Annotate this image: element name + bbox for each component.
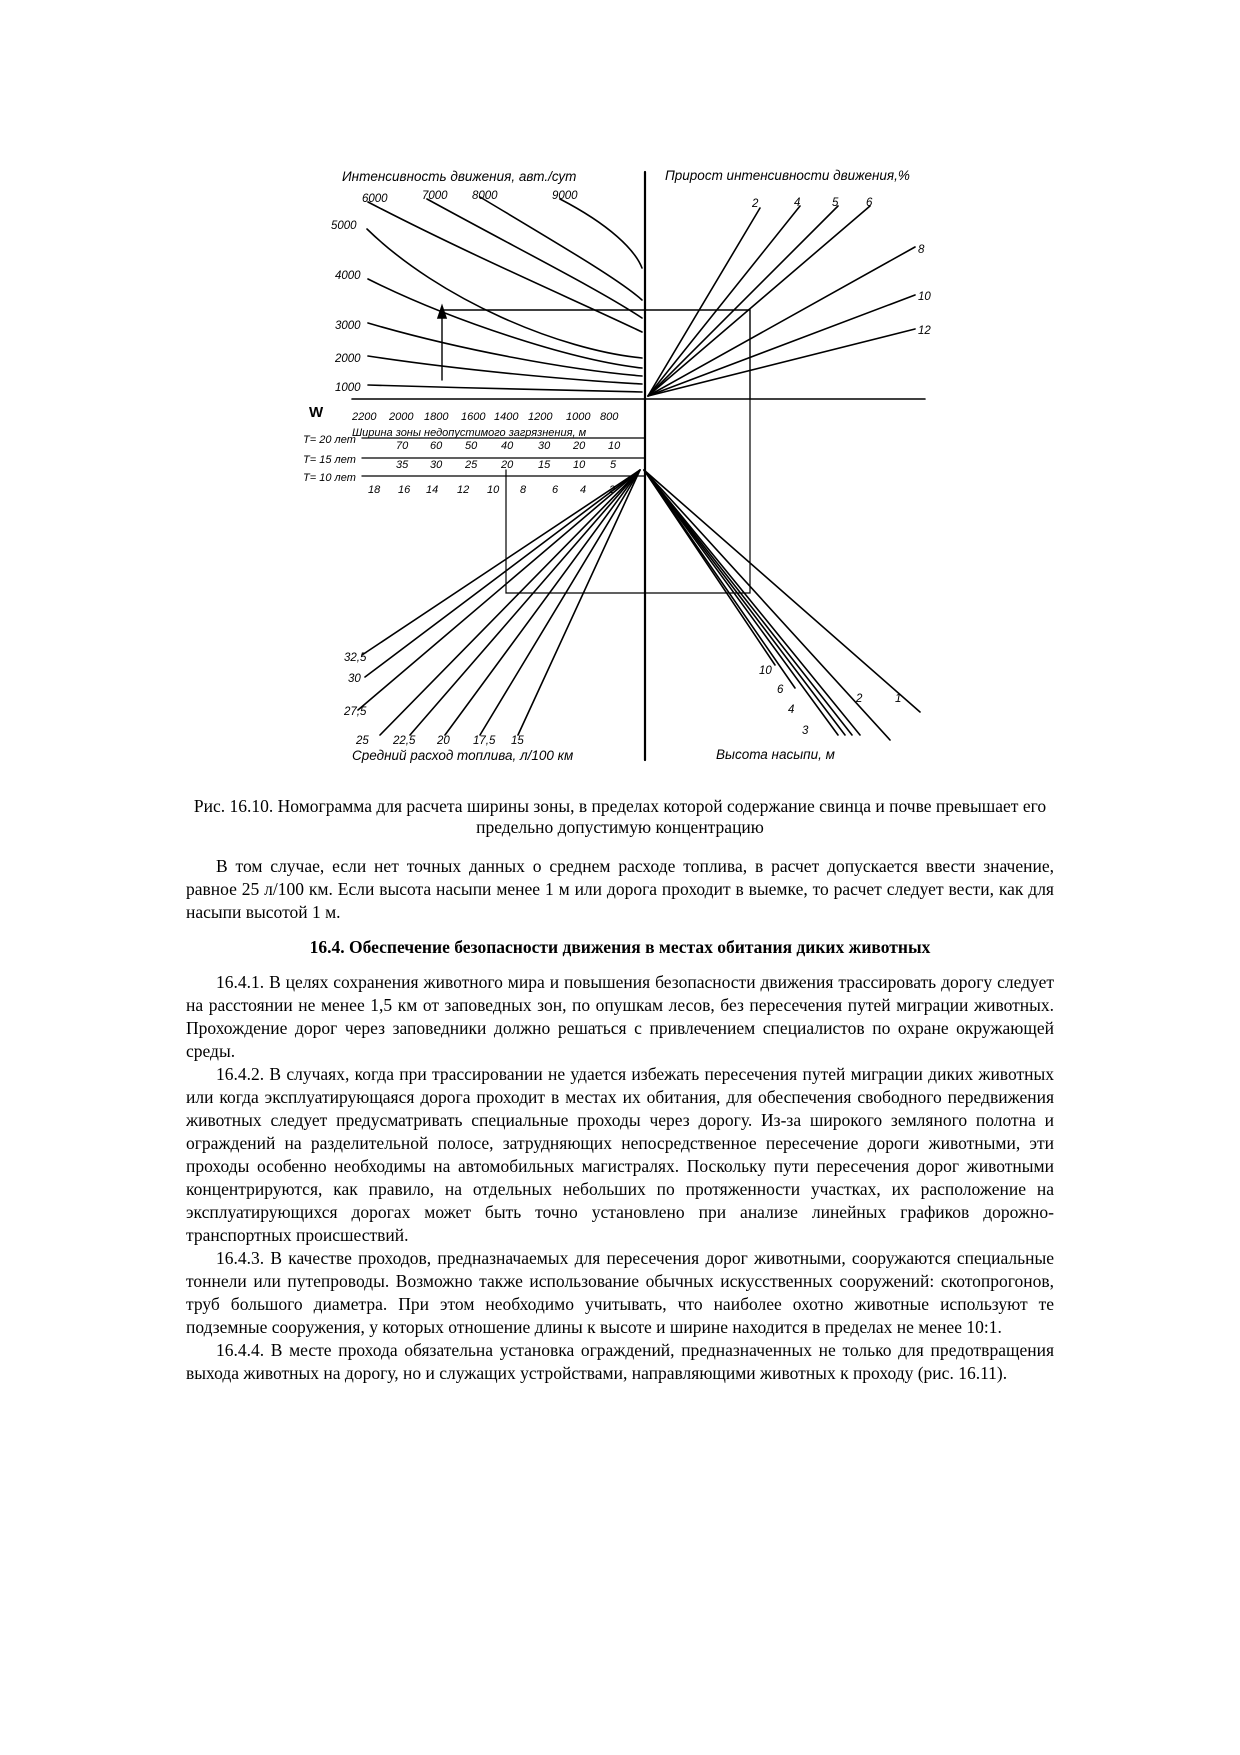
- intensity-curve: [368, 356, 642, 384]
- height-label: 10: [759, 665, 772, 677]
- growth-ray: [648, 208, 760, 396]
- intensity-curve: [480, 197, 642, 300]
- period-tick: 2: [609, 484, 616, 496]
- period-tick: 5: [610, 459, 617, 471]
- period-tick: 8: [520, 484, 527, 496]
- height-ray: [644, 470, 852, 735]
- fuel-ray: [358, 470, 640, 710]
- period-tick: 50: [465, 440, 478, 452]
- body-paragraph: 16.4.2. В случаях, когда при трассировании не удается избежать пересечения путей миграции диких животных или когда эксплуатирующаяся дорога проходит в местах их обитания, для обеспечения свободного передвижения животных следует предусматривать специальные проходы через дорогу. Из-за широкого земляного полотна и ограждений на разделительной полосе, затрудняющих непосредственное пересечение дороги животными, эти проходы особенно необходимы на автомобильных магистралях. Поскольку пути пересечения дорог животными концентрируются, как правило, на отдельных небольших по протяженности участках, их расположение на эксплуатирующихся дорогах может быть точно установлено при анализе линейных графиков дорожно-транспортных происшествий.: [186, 1064, 1054, 1245]
- period-tick: 20: [573, 440, 586, 452]
- period-tick: 25: [465, 459, 478, 471]
- reading-path-line: [442, 310, 750, 399]
- fuel-axis-title: Средний расход топлива, л/100 км: [352, 748, 574, 763]
- fuel-ray: [480, 470, 640, 735]
- intensity-label: 3000: [335, 320, 361, 332]
- width-axis-title: Ширина зоны недопустимого загрязнения, м: [352, 427, 587, 439]
- section-heading: 16.4. Обеспечение безопасности движения в местах обитания диких животных: [309, 937, 931, 957]
- period-tick: 30: [538, 440, 551, 452]
- intensity-curve: [560, 199, 642, 268]
- fuel-label: 27,5: [344, 706, 367, 718]
- period-label: T= 20 лет: [303, 434, 356, 446]
- fuel-label: 32,5: [344, 652, 367, 664]
- intensity-label: 6000: [362, 193, 388, 205]
- fuel-ray: [445, 470, 640, 735]
- intensity-curve: [368, 202, 642, 332]
- growth-label: 12: [918, 325, 931, 337]
- intensity-label: 4000: [335, 270, 361, 282]
- height-ray: [644, 470, 845, 735]
- fuel-label: 17,5: [473, 735, 496, 747]
- fuel-ray: [410, 470, 640, 735]
- growth-label: 5: [832, 197, 839, 209]
- growth-label: 4: [794, 197, 801, 209]
- width-tick: 1200: [528, 411, 553, 423]
- intensity-curve: [427, 199, 642, 318]
- height-ray: [644, 470, 838, 735]
- period-label: T= 10 лет: [303, 472, 356, 484]
- period-label: T= 15 лет: [303, 454, 356, 466]
- width-tick: 2200: [352, 411, 377, 423]
- period-tick: 4: [580, 484, 587, 496]
- height-label: 4: [788, 704, 795, 716]
- fuel-ray: [362, 470, 640, 655]
- intensity-label: 2000: [335, 353, 361, 365]
- growth-axis-title: Прирост интенсивности движения,%: [665, 168, 910, 183]
- height-label: 6: [777, 684, 784, 696]
- intensity-label: 9000: [552, 190, 578, 202]
- intensity-axis-title: Интенсивность движения, авт./сут: [342, 169, 577, 184]
- height-ray: [644, 470, 890, 740]
- height-label: 1: [895, 693, 902, 705]
- height-ray: [644, 470, 795, 688]
- body-paragraph: 16.4.1. В целях сохранения животного мира и повышения безопасности движения трассировать дорогу следует на расстоянии не менее 1,5 км от заповедных зон, по опушкам лесов, без пересечения путей миграции животных. Прохождение дорог через заповедники должно решаться с привлечением специалистов по охране окружающей среды.: [186, 972, 1054, 1061]
- growth-label: 8: [918, 244, 925, 256]
- fuel-label: 30: [348, 673, 361, 685]
- period-tick: 18: [368, 484, 381, 496]
- height-ray: [644, 470, 860, 735]
- w-axis-label: W: [309, 404, 324, 421]
- period-tick: 12: [457, 484, 470, 496]
- period-tick: 14: [426, 484, 439, 496]
- intensity-label: 8000: [472, 190, 498, 202]
- height-label: 3: [802, 725, 809, 737]
- fuel-label: 22,5: [393, 735, 416, 747]
- period-tick: 10: [487, 484, 500, 496]
- document-body: [186, 796, 1054, 1385]
- width-tick: 1800: [424, 411, 449, 423]
- intensity-curve: [368, 323, 642, 376]
- growth-ray: [648, 247, 915, 396]
- intensity-label: 5000: [331, 220, 357, 232]
- growth-ray: [648, 206, 838, 396]
- nomogram-figure: [300, 150, 940, 770]
- fuel-label: 25: [356, 735, 369, 747]
- period-tick: 20: [501, 459, 514, 471]
- period-tick: 15: [538, 459, 551, 471]
- period-tick: 60: [430, 440, 443, 452]
- period-tick: 10: [573, 459, 586, 471]
- period-tick: 70: [396, 440, 409, 452]
- height-label: 2: [856, 693, 863, 705]
- period-tick: 30: [430, 459, 443, 471]
- height-ray: [644, 470, 920, 712]
- fuel-label: 15: [511, 735, 524, 747]
- period-tick: 16: [398, 484, 411, 496]
- growth-label: 2: [752, 198, 759, 210]
- body-paragraph: 16.4.4. В месте прохода обязательна установка ограждений, предназначенных не только для предотвращения выхода животных на дорогу, но и служащих устройствами, направляющими животных к проходу (рис. 16.11).: [186, 1340, 1054, 1383]
- arrow-head: [438, 306, 446, 318]
- width-tick: 2000: [389, 411, 414, 423]
- width-tick: 1000: [566, 411, 591, 423]
- intensity-label: 1000: [335, 382, 361, 394]
- body-paragraph: 16.4.3. В качестве проходов, предназначаемых для пересечения дорог животными, сооружаются специальные тоннели или путепроводы. Возможно также использование обычных искусственных сооружений: скотопрогонов, труб большого диаметра. При этом необходимо учитывать, что наиболее охотно животные используют те подземные сооружения, у которых отношение длины к высоте и ширине находится в пределах не менее 10:1.: [186, 1248, 1054, 1337]
- figure-caption: Рис. 16.10. Номограмма для расчета ширины зоны, в пределах которой содержание свинца и почве превышает его предельно допустимую концентрацию: [193, 796, 1047, 837]
- growth-label: 6: [866, 197, 873, 209]
- period-tick: 6: [552, 484, 559, 496]
- period-tick: 35: [396, 459, 409, 471]
- intro-paragraph: В том случае, если нет точных данных о среднем расходе топлива, в расчет допускается ввести значение, равное 25 л/100 км. Если высота насыпи менее 1 м или дорога проходит в выемке, то расчет следует вести, как для насыпи высотой 1 м.: [186, 856, 1054, 922]
- growth-label: 10: [918, 291, 931, 303]
- width-tick: 800: [600, 411, 619, 423]
- width-tick: 1600: [461, 411, 486, 423]
- fuel-ray: [380, 470, 640, 735]
- period-tick: 10: [608, 440, 621, 452]
- fuel-ray: [365, 470, 640, 677]
- intensity-curve: [368, 385, 642, 392]
- intensity-label: 7000: [422, 190, 448, 202]
- height-axis-title: Высота насыпи, м: [716, 747, 835, 762]
- fuel-label: 20: [437, 735, 450, 747]
- width-tick: 1400: [494, 411, 519, 423]
- period-tick: 40: [501, 440, 514, 452]
